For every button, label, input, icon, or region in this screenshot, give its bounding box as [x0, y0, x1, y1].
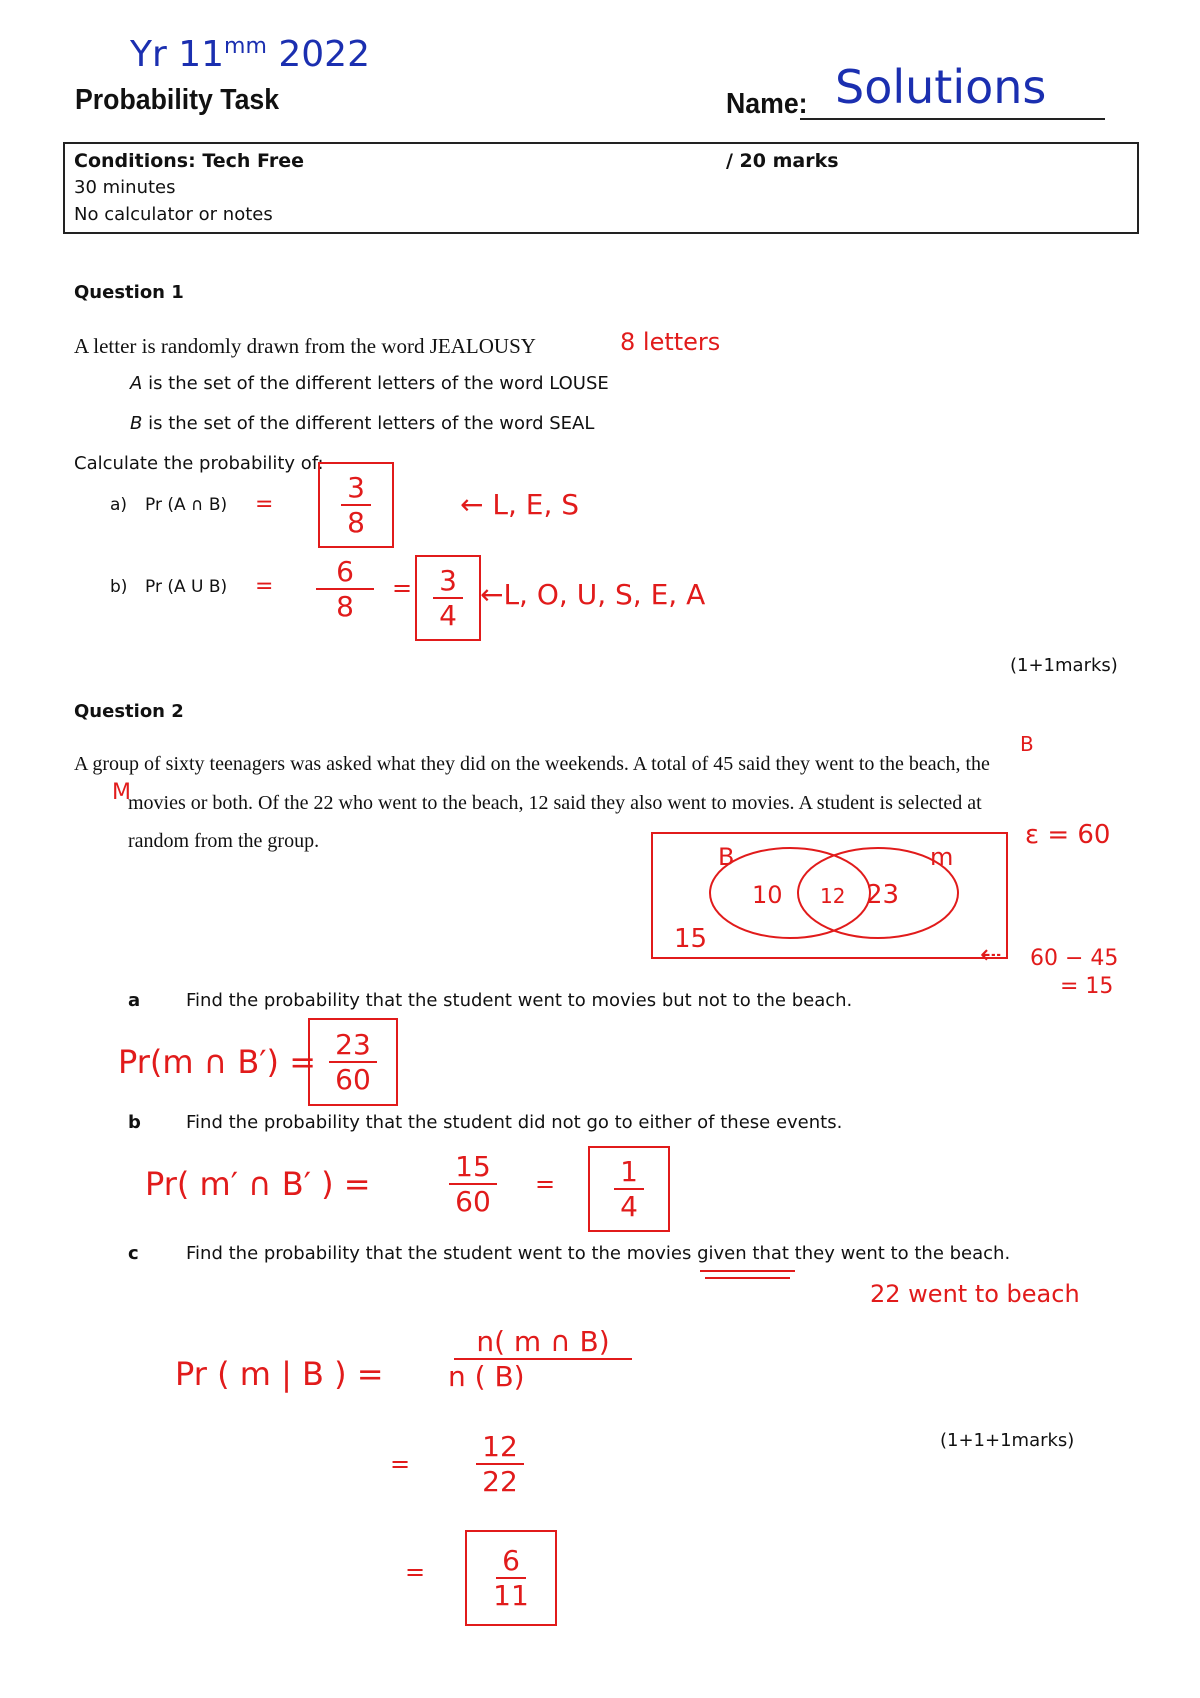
venn-label-b: B [718, 843, 735, 871]
q1b-equals-2: = [392, 574, 413, 602]
q2a-den: 60 [335, 1063, 371, 1096]
q2b-den1: 60 [455, 1185, 491, 1218]
q1b-equals: = [255, 574, 274, 599]
q2b-answer-box [588, 1146, 670, 1232]
q2c-den1: n ( B) [448, 1360, 525, 1393]
q2c-fraction-2 [460, 1430, 540, 1498]
q2b-label: b [128, 1112, 141, 1133]
q2c-num1: n( m ∩ B) [454, 1325, 631, 1360]
venn-only-b: 10 [752, 881, 783, 909]
venn-outside-arrow: ⇠ [980, 940, 1002, 970]
date-year: 2022 [278, 34, 370, 75]
q1b-den2: 4 [439, 599, 457, 632]
venn-outside-calc-2: = 15 [1060, 974, 1114, 999]
q1-marks: (1+1marks) [1010, 655, 1118, 676]
q2a-num: 23 [329, 1028, 377, 1063]
q1b-num2: 3 [433, 564, 463, 599]
date-note-sup: mm [224, 34, 267, 59]
venn-outside: 15 [674, 924, 708, 954]
q2c-fraction-1 [438, 1325, 648, 1393]
name-underline [800, 118, 1105, 120]
venn-diagram [640, 815, 1020, 975]
q2c-given-underline-2 [705, 1277, 790, 1279]
q1-calc-instruction: Calculate the probability of: [74, 453, 324, 474]
q2-annotation-b: B [1020, 732, 1034, 756]
q1b-fraction-1 [310, 555, 380, 623]
q2b-den2: 4 [620, 1190, 638, 1223]
set-b-var: B [130, 413, 143, 434]
venn-universe-label: ε = 60 [1025, 820, 1111, 850]
q2-text-line-3: random from the group. [128, 830, 320, 852]
q2c-num2: 12 [476, 1430, 524, 1465]
venn-outside-calc-1: 60 − 45 [1030, 946, 1119, 971]
conditions-time: 30 minutes [74, 177, 176, 198]
q2a-answer-box [308, 1018, 398, 1106]
q2b-num2: 1 [614, 1155, 644, 1190]
q2b-fraction-1 [438, 1150, 508, 1218]
q2c-answer-box [465, 1530, 557, 1626]
set-a-var: A [130, 373, 143, 394]
set-a-text: is the set of the different letters of the word LOUSE [148, 373, 609, 394]
set-b-text: is the set of the different letters of the word SEAL [148, 413, 595, 434]
q2b-num1: 15 [449, 1150, 497, 1185]
conditions-title: Conditions: Tech Free [74, 150, 304, 172]
q2c-den2: 22 [482, 1465, 518, 1498]
q2-text-line-2: movies or both. Of the 22 who went to the beach, 12 said they also went to movies. A student is selected at [128, 792, 982, 814]
q2c-expression: Pr ( m | B ) = [175, 1355, 384, 1393]
q2c-label: c [128, 1243, 139, 1264]
question-2-heading: Question 2 [74, 701, 184, 722]
venn-both: 12 [820, 884, 846, 908]
q1b-num1: 6 [316, 555, 374, 590]
q2c-given-underline [700, 1270, 795, 1272]
q2-text-line-1: A group of sixty teenagers was asked what they did on the weekends. A total of 45 said they went to the beach, the [74, 753, 990, 775]
q1a-equals: = [255, 492, 274, 517]
q1b-label: b) [110, 577, 128, 597]
q2-marks: (1+1+1marks) [940, 1430, 1075, 1451]
q1a-note: ← L, E, S [460, 488, 580, 521]
q2b-equals: = [535, 1170, 556, 1198]
page-title: Probability Task [75, 84, 280, 116]
q2b-expression: Pr( m′ ∩ B′ ) = [145, 1165, 371, 1203]
q1a-num: 3 [341, 471, 371, 506]
q2a-expression: Pr(m ∩ B′) = [118, 1043, 316, 1081]
q2c-den3: 11 [493, 1579, 529, 1612]
q2c-num3: 6 [496, 1544, 526, 1579]
q1-set-a [130, 373, 609, 394]
q1b-answer-box [415, 555, 481, 641]
q2-annotation-m: M [112, 780, 131, 805]
q2a-label: a [128, 990, 141, 1011]
conditions-materials: No calculator or notes [74, 204, 273, 225]
q1a-expression: Pr (A ∩ B) [145, 495, 228, 515]
handwritten-date [130, 34, 370, 75]
total-marks: / 20 marks [726, 150, 839, 172]
q2a-text: Find the probability that the student went to movies but not to the beach. [186, 990, 853, 1011]
venn-label-m: m [930, 843, 954, 871]
name-label: Name: [726, 88, 808, 120]
q1b-note: ←L, O, U, S, E, A [480, 578, 706, 611]
venn-only-m: 23 [866, 880, 900, 910]
q1-note-letters: 8 letters [620, 328, 721, 356]
q1b-expression: Pr (A U B) [145, 577, 228, 597]
q2c-equals-2: = [390, 1450, 411, 1478]
date-note: Yr 11 [130, 34, 225, 75]
q2c-note: 22 went to beach [870, 1280, 1080, 1308]
q2c-equals-3: = [405, 1558, 426, 1586]
q2b-text: Find the probability that the student did not go to either of these events. [186, 1112, 843, 1133]
q1a-den: 8 [347, 506, 365, 539]
q1a-label: a) [110, 495, 128, 515]
name-value: Solutions [835, 60, 1047, 114]
question-1-heading: Question 1 [74, 282, 184, 303]
q1b-den1: 8 [336, 590, 354, 623]
q1-set-b [130, 413, 594, 434]
q2c-text: Find the probability that the student went to the movies given that they went to the beach. [186, 1243, 1011, 1264]
q1a-answer-box [318, 462, 394, 548]
q1-intro: A letter is randomly drawn from the word JEALOUSY [74, 334, 536, 358]
